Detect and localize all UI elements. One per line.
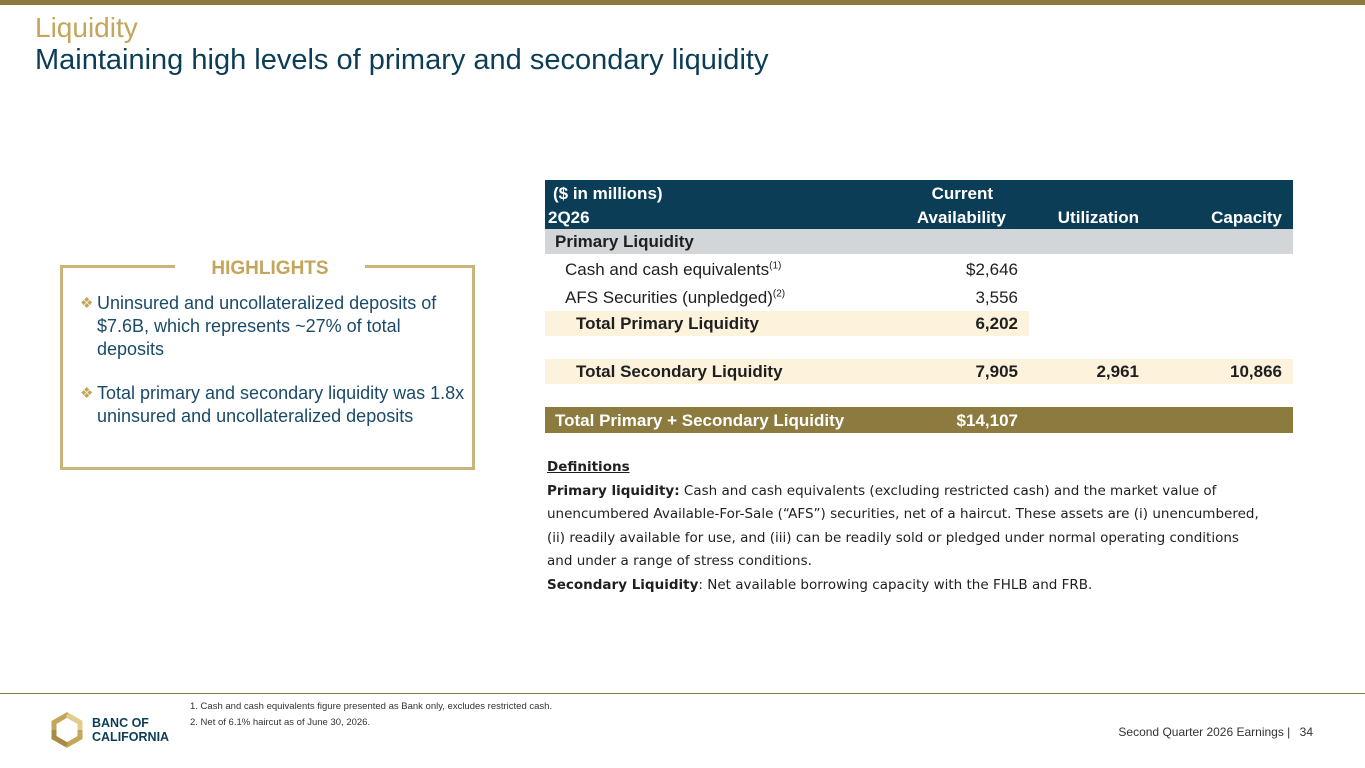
col-capacity: Capacity	[1211, 208, 1282, 227]
section-title: Liquidity	[35, 12, 138, 43]
definitions-block	[547, 456, 1267, 597]
row-label	[565, 260, 781, 280]
secondary-text: : Net available borrowing capacity with the FHLB and FRB.	[698, 576, 1093, 593]
footer-divider	[0, 693, 1365, 694]
availability-value: 7,905	[975, 362, 1018, 381]
diamond-bullet-icon: ❖	[80, 295, 94, 312]
logo-wordmark	[92, 716, 169, 744]
row-label: Total Secondary Liquidity	[576, 362, 783, 381]
period-label: 2Q26	[548, 208, 590, 227]
highlight-item	[80, 382, 465, 428]
highlight-text: Uninsured and uncollateralized deposits of $7.6B, which represents ~27% of total deposits	[97, 293, 437, 359]
table-row	[545, 283, 1293, 309]
grand-total-row	[545, 407, 1293, 433]
page-footer-info	[1118, 725, 1313, 739]
unit-label: ($ in millions)	[553, 184, 663, 203]
col-availability-line1: Current	[931, 184, 993, 203]
total-secondary-row	[545, 359, 1293, 384]
footnote: 1. Cash and cash equivalents figure presented as Bank only, excludes restricted cash.	[190, 701, 553, 712]
page-number: 34	[1299, 725, 1313, 739]
row-label	[565, 288, 785, 308]
definitions-heading: Definitions	[547, 459, 630, 475]
primary-definition	[547, 480, 1267, 574]
col-availability-line2: Availability	[916, 208, 1006, 227]
primary-section-label: Primary Liquidity	[555, 232, 694, 251]
availability-value: $2,646	[966, 260, 1018, 279]
secondary-term: Secondary Liquidity	[547, 576, 699, 593]
highlight-item	[80, 292, 465, 361]
logo-line-1: BANC OF	[92, 716, 149, 730]
page-title: Maintaining high levels of primary and secondary liquidity	[35, 44, 769, 76]
total-primary-row	[545, 311, 1029, 336]
footnote-ref: (1)	[769, 260, 782, 272]
diamond-bullet-icon: ❖	[80, 385, 94, 402]
availability-value: 3,556	[975, 288, 1018, 307]
availability-value: $14,107	[956, 411, 1018, 430]
highlights-title: HIGHLIGHTS	[175, 256, 365, 282]
secondary-definition	[547, 574, 1267, 598]
highlight-text: Total primary and secondary liquidity was 1.8x uninsured and uncollateralized deposits	[97, 383, 465, 426]
table-row	[545, 256, 1293, 282]
top-accent-bar	[0, 0, 1365, 5]
availability-value: 6,202	[975, 314, 1018, 333]
deck-label: Second Quarter 2026 Earnings |	[1118, 725, 1291, 739]
footnote-ref: (2)	[772, 288, 786, 300]
col-utilization: Utilization	[1057, 208, 1139, 227]
primary-term: Primary liquidity:	[547, 482, 680, 499]
row-label: Total Primary + Secondary Liquidity	[555, 411, 845, 430]
logo-line-2: CALIFORNIA	[92, 730, 170, 744]
table-header	[545, 180, 1293, 229]
primary-section-row	[545, 229, 1293, 254]
primary-text: Cash and cash equivalents (excluding restricted cash) and the market value of unencumbered Available-For-Sale (“AFS”) securities, net of a haircut. These assets are (i) unencumbered, (ii) readily available for use, and (iii) can be readily sold or pledged under normal operating conditions and under a range of stress conditions.	[547, 482, 1259, 569]
row-label-text: Cash and cash equivalents	[565, 260, 770, 279]
row-label: Total Primary Liquidity	[576, 314, 759, 333]
utilization-value: 2,961	[1096, 362, 1139, 381]
row-label-text: AFS Securities (unpledged)	[565, 288, 773, 307]
footnote: 2. Net of 6.1% haircut as of June 30, 2026.	[190, 717, 371, 728]
capacity-value: 10,866	[1230, 362, 1282, 381]
